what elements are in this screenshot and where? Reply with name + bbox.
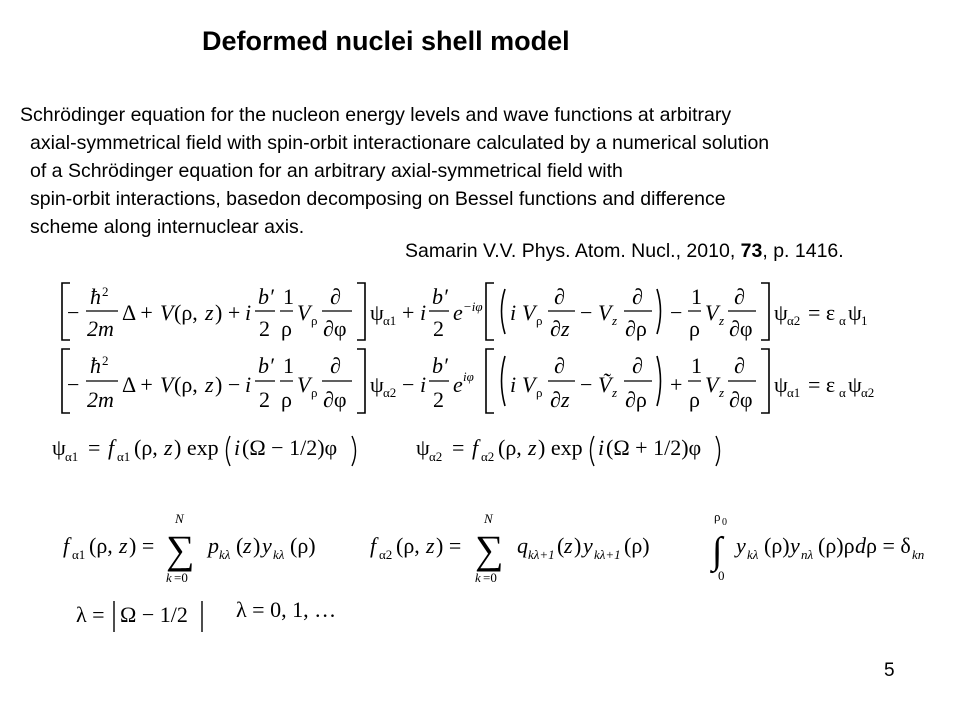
svg-text:∂: ∂ (330, 284, 341, 309)
paragraph-line-3: of a Schrödinger equation for an arbitrary axial-symmetrical field with (30, 160, 623, 182)
svg-text:z: z (119, 533, 128, 558)
svg-text:f: f (370, 533, 377, 558)
svg-text:−: − (402, 372, 415, 397)
svg-text:y: y (736, 533, 746, 558)
svg-text:−: − (580, 300, 593, 325)
svg-text:V: V (598, 300, 612, 325)
svg-text:ρ: ρ (714, 509, 721, 524)
svg-text:ρ: ρ (689, 387, 700, 412)
svg-text:i: i (420, 372, 427, 397)
svg-text:ρ: ρ (536, 385, 543, 400)
svg-text:α2: α2 (861, 385, 875, 400)
svg-text:=0: =0 (483, 570, 497, 585)
svg-text:2: 2 (102, 353, 109, 368)
svg-text:(: ( (236, 533, 244, 558)
svg-text:λ = 0, 1, …: λ = 0, 1, … (236, 597, 337, 622)
svg-text:2m: 2m (87, 316, 114, 341)
svg-text:z: z (243, 533, 252, 558)
citation-prefix: Samarin V.V. Phys. Atom. Nucl., 2010, (405, 240, 741, 262)
svg-text:ρ: ρ (281, 387, 292, 412)
svg-text:k: k (475, 570, 481, 585)
svg-text:nλ: nλ (801, 547, 814, 562)
svg-text:V: V (705, 300, 719, 325)
svg-text:e: e (453, 300, 463, 325)
svg-text:2m: 2m (87, 387, 114, 412)
svg-text:2: 2 (102, 284, 109, 299)
svg-text:−: − (67, 372, 80, 397)
svg-text:2: 2 (259, 387, 270, 412)
svg-text:z: z (612, 313, 618, 328)
svg-text:i: i (420, 300, 427, 325)
svg-text:V: V (522, 372, 536, 397)
svg-text:∂: ∂ (734, 284, 745, 309)
svg-text:ψ: ψ (774, 372, 788, 397)
svg-text:y: y (583, 533, 593, 558)
svg-text:ρ: ρ (281, 316, 292, 341)
svg-text:∂ρ: ∂ρ (625, 316, 647, 341)
svg-text:= ε: = ε (808, 372, 836, 397)
svg-text:+: + (402, 300, 415, 325)
svg-text:z: z (719, 385, 725, 400)
svg-text:z: z (564, 533, 573, 558)
page-number: 5 (884, 660, 895, 681)
svg-text:0: 0 (722, 517, 727, 528)
svg-text:ψ: ψ (370, 300, 384, 325)
svg-text:∂: ∂ (554, 284, 565, 309)
svg-text:(ρ): (ρ) (624, 533, 650, 558)
svg-text:ρ = δ: ρ = δ (866, 533, 911, 558)
svg-text:b′: b′ (432, 284, 448, 309)
svg-text:0: 0 (718, 568, 725, 583)
svg-text:Δ +: Δ + (122, 372, 153, 397)
svg-text:V: V (160, 300, 174, 325)
svg-text:kλ: kλ (219, 547, 231, 562)
svg-text:i: i (510, 372, 517, 397)
svg-text:+: + (670, 372, 683, 397)
svg-text:α1: α1 (72, 547, 86, 562)
svg-text:ψ: ψ (848, 300, 862, 325)
svg-text:y: y (262, 533, 272, 558)
svg-text:ħ: ħ (90, 353, 101, 378)
svg-text:z: z (719, 313, 725, 328)
svg-text:α2: α2 (383, 385, 397, 400)
svg-text:ρ: ρ (311, 385, 318, 400)
svg-text:∂: ∂ (550, 316, 561, 341)
svg-text:α2: α2 (787, 313, 801, 328)
svg-text:V: V (160, 372, 174, 397)
svg-text:ħ: ħ (90, 284, 101, 309)
svg-text:α: α (839, 313, 846, 328)
svg-text:ψ: ψ (774, 300, 788, 325)
svg-text:V: V (705, 372, 719, 397)
svg-text:(ρ,: (ρ, (174, 300, 198, 325)
slide-title: Deformed nuclei shell model (202, 26, 570, 56)
svg-text:z: z (612, 385, 618, 400)
schrodinger-equation-1 (62, 283, 868, 341)
svg-text:∂: ∂ (734, 353, 745, 378)
svg-text:2: 2 (433, 387, 444, 412)
svg-text:kn: kn (912, 547, 925, 562)
svg-text:∂φ: ∂φ (729, 387, 753, 412)
svg-text:(Ω − 1/2)φ: (Ω − 1/2)φ (242, 435, 338, 460)
svg-text:(ρ,: (ρ, (89, 533, 113, 558)
svg-text:N: N (484, 511, 493, 526)
svg-text:) −: ) − (215, 372, 241, 397)
svg-text:1: 1 (283, 284, 294, 309)
wavefunction-alpha2 (416, 435, 720, 466)
schrodinger-equation-2 (62, 349, 874, 413)
svg-text:i: i (598, 435, 605, 460)
svg-text:∂: ∂ (632, 284, 643, 309)
svg-text:) =: ) = (129, 533, 155, 558)
svg-text:i: i (510, 300, 517, 325)
svg-text:i: i (245, 300, 252, 325)
svg-text:(Ω + 1/2)φ: (Ω + 1/2)φ (606, 435, 702, 460)
svg-text:) +: ) + (215, 300, 241, 325)
svg-text:(ρ,: (ρ, (134, 435, 158, 460)
svg-text:q: q (517, 533, 528, 558)
svg-text:kλ+1: kλ+1 (594, 547, 621, 562)
svg-text:∂φ: ∂φ (729, 316, 753, 341)
svg-text:kλ: kλ (273, 547, 285, 562)
svg-text:f: f (108, 435, 115, 460)
svg-text:z: z (561, 387, 570, 412)
svg-text:ψ: ψ (370, 372, 384, 397)
svg-text:−: − (67, 300, 80, 325)
svg-text:=: = (452, 435, 465, 460)
svg-text:∂ρ: ∂ρ (625, 387, 647, 412)
svg-text:) exp: ) exp (538, 435, 583, 460)
svg-text:1: 1 (283, 353, 294, 378)
svg-text:α2: α2 (429, 449, 443, 464)
svg-text:α: α (839, 385, 846, 400)
svg-text:(: ( (557, 533, 565, 558)
svg-text:ρ: ρ (311, 313, 318, 328)
svg-text:Δ +: Δ + (122, 300, 153, 325)
svg-text:z: z (561, 316, 570, 341)
citation-volume: 73 (740, 240, 763, 262)
svg-text:1: 1 (691, 353, 702, 378)
svg-text:i: i (234, 435, 241, 460)
svg-text:α2: α2 (481, 449, 495, 464)
svg-text:(ρ): (ρ) (764, 533, 790, 558)
svg-text:2: 2 (259, 316, 270, 341)
svg-text:kλ+1: kλ+1 (528, 547, 555, 562)
svg-text:V: V (522, 300, 536, 325)
svg-text:ψ: ψ (52, 435, 66, 460)
svg-text:∂: ∂ (330, 353, 341, 378)
svg-text:z: z (205, 372, 214, 397)
svg-text:b′: b′ (258, 353, 274, 378)
svg-text:1: 1 (861, 313, 868, 328)
orthogonality-relation (710, 509, 924, 583)
svg-text:b′: b′ (258, 284, 274, 309)
svg-text:f: f (63, 533, 70, 558)
svg-text:∫: ∫ (712, 530, 723, 572)
svg-text:1: 1 (691, 284, 702, 309)
svg-text:z: z (164, 435, 173, 460)
svg-text:(ρ,: (ρ, (396, 533, 420, 558)
svg-text:−: − (580, 372, 593, 397)
svg-text:α2: α2 (379, 547, 393, 562)
svg-text:V: V (297, 300, 311, 325)
svg-text:kλ: kλ (747, 547, 759, 562)
svg-text:α1: α1 (65, 449, 79, 464)
svg-text:= ε: = ε (808, 300, 836, 325)
citation-suffix: , p. 1416. (762, 240, 844, 262)
svg-text:−iφ: −iφ (463, 299, 483, 314)
svg-text:∂φ: ∂φ (323, 387, 347, 412)
paragraph-line-5: scheme along internuclear axis. (30, 216, 305, 238)
svg-text:(ρ,: (ρ, (174, 372, 198, 397)
lambda-definition (76, 601, 202, 632)
svg-text:Ṽ: Ṽ (598, 372, 612, 397)
svg-text:∂: ∂ (632, 353, 643, 378)
svg-text:i: i (245, 372, 252, 397)
svg-text:): ) (253, 533, 261, 558)
svg-text:ψ: ψ (848, 372, 862, 397)
svg-text:Ω − 1/2: Ω − 1/2 (120, 602, 188, 627)
svg-text:d: d (855, 533, 866, 558)
svg-text:α1: α1 (383, 313, 397, 328)
svg-text:k: k (166, 570, 172, 585)
svg-text:2: 2 (433, 316, 444, 341)
svg-text:α1: α1 (117, 449, 131, 464)
expansion-f-alpha2 (370, 511, 650, 585)
svg-text:ρ: ρ (689, 316, 700, 341)
svg-text:z: z (528, 435, 537, 460)
paragraph-line-4: spin-orbit interactions, basedon decomposing on Bessel functions and difference (30, 188, 726, 210)
svg-text:b′: b′ (432, 353, 448, 378)
svg-text:−: − (670, 300, 683, 325)
lambda-values (236, 597, 336, 622)
paragraph-line-1: Schrödinger equation for the nucleon energy levels and wave functions at arbitrary (20, 104, 732, 126)
svg-text:z: z (426, 533, 435, 558)
expansion-f-alpha1 (63, 511, 316, 585)
svg-text:(ρ): (ρ) (290, 533, 316, 558)
svg-text:f: f (472, 435, 479, 460)
svg-text:α1: α1 (787, 385, 801, 400)
svg-text:∑: ∑ (475, 527, 504, 572)
svg-text:N: N (175, 511, 184, 526)
svg-text:p: p (208, 533, 219, 558)
svg-text:ψ: ψ (416, 435, 430, 460)
svg-text:) =: ) = (436, 533, 462, 558)
svg-text:z: z (205, 300, 214, 325)
svg-text:) exp: ) exp (174, 435, 219, 460)
svg-text:λ =: λ = (76, 602, 105, 627)
svg-text:y: y (790, 533, 800, 558)
svg-text:V: V (297, 372, 311, 397)
svg-text:∂φ: ∂φ (323, 316, 347, 341)
wavefunction-alpha1 (52, 435, 356, 466)
svg-text:∑: ∑ (166, 527, 195, 572)
svg-text:e: e (453, 372, 463, 397)
svg-text:(ρ)ρ: (ρ)ρ (818, 533, 855, 558)
paragraph-line-2: axial-symmetrical field with spin-orbit interactionare calculated by a numerical solution (30, 132, 770, 154)
svg-text:=0: =0 (174, 570, 188, 585)
svg-text:∂: ∂ (550, 387, 561, 412)
svg-text:(ρ,: (ρ, (498, 435, 522, 460)
svg-text:=: = (88, 435, 101, 460)
svg-text:ρ: ρ (536, 313, 543, 328)
svg-text:∂: ∂ (554, 353, 565, 378)
svg-text:): ) (574, 533, 582, 558)
svg-text:iφ: iφ (463, 369, 474, 384)
